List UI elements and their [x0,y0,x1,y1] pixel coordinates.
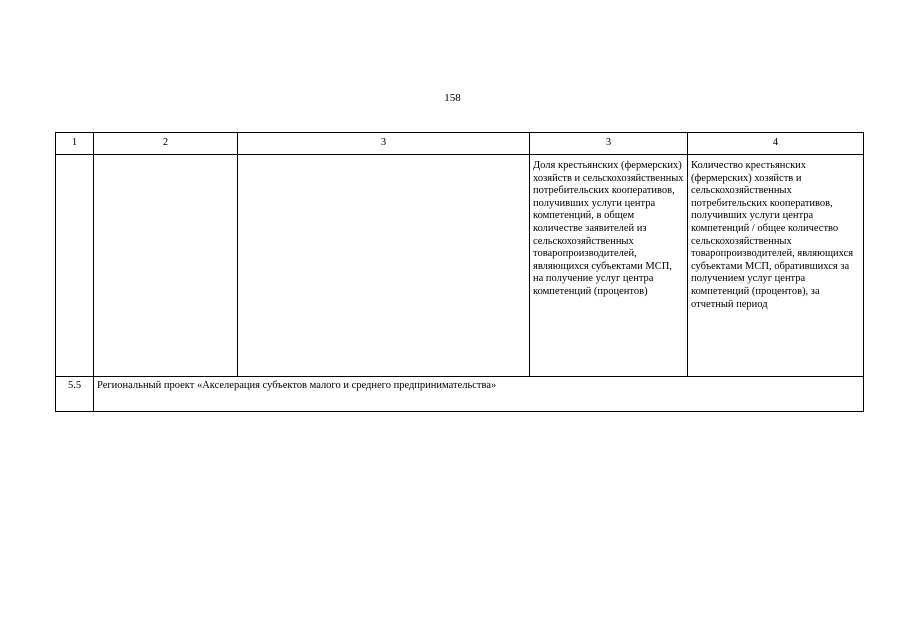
section-number: 5.5 [56,377,94,412]
cell-col3 [238,155,530,377]
page-number: 158 [444,92,461,104]
cell-col1 [56,155,94,377]
calculation-method-cell: Количество крестьянских (фермерских) хозяйств и сельскохозяйственных потребительских кооперативов, получивших услуги центра компетенций / общее количество сельскохозяйственных товаропроизводителей, являющихся субъектами МСП, обратившихся за получением услуг центра компетенций (процентов), за отчетный период [688,155,864,377]
header-cell-2: 2 [94,133,238,155]
indicators-table [55,132,864,412]
header-cell-3: 3 [238,133,530,155]
header-cell-5: 4 [688,133,864,155]
table-row [56,155,864,377]
table-header-row [56,133,864,155]
cell-col2 [94,155,238,377]
indicator-name-cell: Доля крестьянских (фермерских) хозяйств и сельскохозяйственных потребительских кооперативов, получивших услуги центра компетенций, в общем количестве заявителей из сельскохозяйственных товаропроизводителей, являющихся субъектами МСП, на получение услуг центра компетенций (процентов) [530,155,688,377]
header-cell-1: 1 [56,133,94,155]
section-row [56,377,864,412]
section-title: Региональный проект «Акселерация субъектов малого и среднего предпринимательства» [94,377,864,412]
header-cell-4: 3 [530,133,688,155]
